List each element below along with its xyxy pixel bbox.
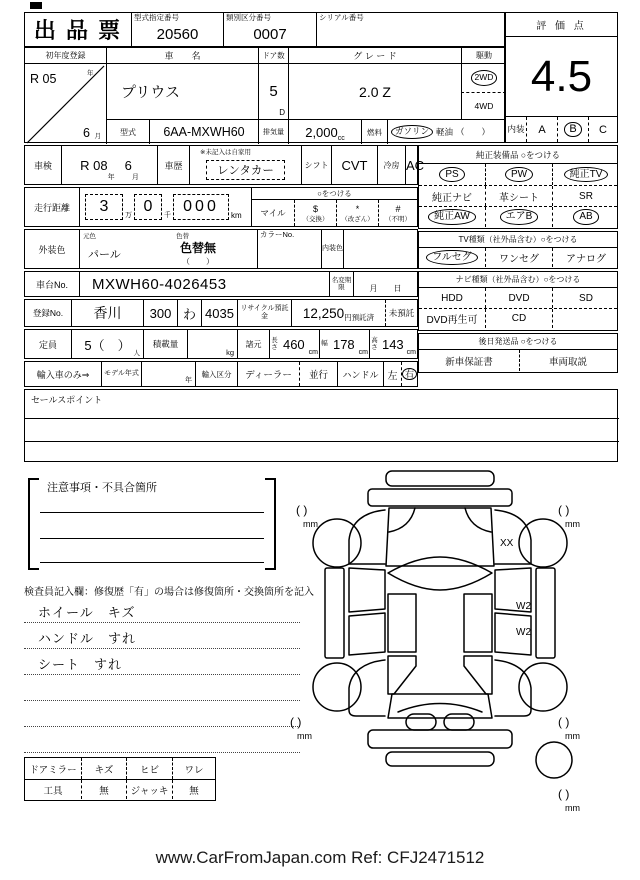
score-value: 4.5 bbox=[530, 51, 593, 101]
handle-left: 左 bbox=[383, 362, 401, 386]
tv-type-box bbox=[418, 231, 618, 269]
mm-bracket-tl: ( ) bbox=[296, 503, 308, 517]
class-code-value: 0007 bbox=[253, 26, 287, 44]
reg-label: 登録No. bbox=[32, 308, 64, 318]
import-type-label: 輸入区分 bbox=[195, 362, 237, 386]
model-value: 6AA-MXWH60 bbox=[149, 119, 258, 144]
notes-rule-1 bbox=[40, 512, 264, 513]
footer-watermark: www.CarFromJapan.com Ref: CFJ2471512 bbox=[155, 848, 485, 867]
serial-cell bbox=[316, 13, 504, 46]
navi-hdd: HDD bbox=[441, 292, 463, 304]
car-name-label: 車 名 bbox=[106, 48, 258, 63]
doors-cell: 5 D bbox=[258, 63, 288, 119]
displacement-label: 排気量 bbox=[258, 119, 288, 144]
notes-bracket-right bbox=[265, 478, 276, 570]
navi-dvd: DVD bbox=[508, 292, 530, 304]
class-code-label: 類別区分番号 bbox=[226, 13, 271, 22]
shift-value: CVT bbox=[331, 146, 377, 184]
color-no-cell bbox=[257, 230, 321, 268]
front-bumper bbox=[368, 489, 512, 506]
rear-glass-arc bbox=[398, 704, 482, 713]
fuel-gasoline: ガソリン bbox=[391, 125, 433, 139]
doors-sub: D bbox=[279, 108, 285, 117]
history-cell bbox=[189, 146, 301, 184]
windshield-arc-left bbox=[389, 508, 415, 532]
history-note: ※未記入は自家用 bbox=[200, 149, 251, 156]
mileage-digits: 3 万 0 千 000 km bbox=[79, 188, 251, 226]
ship-later-box bbox=[418, 333, 618, 373]
load-value: kg bbox=[187, 330, 237, 358]
notes-bracket-left bbox=[28, 478, 39, 570]
mm-bracket-tr: ( ) bbox=[558, 503, 570, 517]
sales-point-box bbox=[24, 389, 618, 462]
row-capacity bbox=[24, 329, 418, 359]
inspector-line-6 bbox=[24, 727, 300, 753]
mark-w2-lower: W2 bbox=[516, 627, 531, 638]
model-code-label: 型式指定番号 bbox=[134, 13, 179, 22]
interior-grade-a: A bbox=[526, 117, 557, 142]
navi-sd: SD bbox=[579, 292, 593, 304]
tv-type-header: TV種類（社外品含む）○をつける bbox=[419, 232, 617, 248]
drive-4wd: 4WD bbox=[461, 92, 506, 119]
trunk-tab-left bbox=[406, 714, 436, 730]
spec-height: 高さ 143 cm bbox=[369, 330, 417, 358]
equip-sr: SR bbox=[579, 190, 593, 202]
rear-wheel-left bbox=[313, 663, 361, 711]
tv-analog: アナログ bbox=[566, 254, 606, 265]
orig-color-value: パール bbox=[88, 249, 121, 261]
equip-navi: 純正ナビ bbox=[432, 192, 472, 204]
model-code-cell bbox=[131, 13, 223, 46]
ship-later-header: 後日発送品 ○をつける bbox=[419, 334, 617, 350]
interior-grade-row bbox=[506, 116, 617, 142]
first-reg-month: 6 bbox=[83, 126, 90, 140]
spare-tire bbox=[536, 742, 572, 778]
mileage-rest: 000 bbox=[173, 194, 229, 220]
interior-grade-b: B bbox=[557, 117, 588, 142]
floor-left bbox=[388, 594, 416, 652]
spec-width: 幅 178 cm bbox=[319, 330, 369, 358]
circle-note: ○をつける bbox=[252, 188, 417, 200]
rear-door-left bbox=[349, 613, 385, 655]
equip-abs: AB bbox=[573, 209, 598, 225]
title-row bbox=[24, 12, 505, 47]
name-change-label: 名変期限 bbox=[329, 272, 353, 296]
not-deposited: 未預託 bbox=[385, 300, 417, 326]
repaint-value: 色替無 bbox=[180, 241, 217, 255]
mileage-sen: 0 bbox=[134, 194, 162, 220]
reg-kana: わ bbox=[177, 300, 201, 326]
mm-bracket-rr: ( ) bbox=[558, 715, 570, 729]
ext-color-label: 外装色 bbox=[38, 244, 66, 255]
drive-label: 駆動 bbox=[461, 48, 506, 63]
auction-form bbox=[24, 12, 618, 462]
inspector-line-4 bbox=[24, 675, 300, 701]
mm-label-spare: mm bbox=[565, 803, 580, 813]
mm-label-rr: mm bbox=[565, 731, 580, 741]
tv-fullseg: フルセグ bbox=[426, 250, 478, 266]
recycle-value: 12,250 円預託済 bbox=[291, 300, 385, 326]
notes-rule-3 bbox=[40, 562, 264, 563]
interior-label: 内装 bbox=[507, 123, 525, 134]
repaint-label: 色替 bbox=[176, 233, 189, 240]
row-chassis bbox=[24, 271, 418, 297]
first-reg-cell bbox=[25, 63, 106, 144]
fuel-diesel: 軽油 bbox=[436, 127, 454, 137]
roof-panel bbox=[388, 557, 492, 590]
equip-pw: PW bbox=[505, 167, 533, 183]
mirror-table bbox=[24, 757, 216, 801]
row-mileage bbox=[24, 187, 418, 227]
row-import bbox=[24, 361, 418, 387]
fuel-values bbox=[387, 119, 506, 144]
mirror-cell: ジャッキ bbox=[126, 780, 172, 799]
trunk-tab-right bbox=[444, 714, 474, 730]
navi-type-box bbox=[418, 271, 618, 331]
inspector-line-3: シート すれ bbox=[24, 649, 300, 675]
first-reg-value: R 05 bbox=[30, 72, 57, 86]
rear-strip bbox=[386, 752, 494, 766]
shaken-value: R 08 年 6 月 bbox=[61, 146, 157, 184]
history-value: レンタカー bbox=[206, 160, 285, 180]
mm-label-tl: mm bbox=[303, 519, 318, 529]
mirror-cell: ヒビ bbox=[126, 758, 172, 779]
serial-label: シリアル番号 bbox=[319, 13, 364, 22]
model-label: 型式 bbox=[106, 119, 149, 144]
flag-exchange: $ （交換） bbox=[294, 200, 336, 226]
doors-label: ドア数 bbox=[258, 48, 288, 63]
int-color-value bbox=[343, 230, 417, 268]
equip-ps: PS bbox=[439, 167, 464, 183]
navi-cd: CD bbox=[511, 313, 527, 324]
first-reg-label: 初年度登録 bbox=[45, 51, 86, 60]
mm-label-rl: mm bbox=[297, 731, 312, 741]
inspector-line-5 bbox=[24, 701, 300, 727]
inspector-note: 検査員記入欄：修復歴「有」の場合は修復箇所・交換箇所を記入 bbox=[24, 587, 314, 598]
repaint-paren: （ ） bbox=[182, 257, 214, 266]
mirror-cell: キズ bbox=[81, 758, 126, 779]
row-shaken bbox=[24, 145, 425, 185]
quarter-right bbox=[464, 656, 492, 694]
sill-right bbox=[536, 568, 555, 658]
rear-wheel-right bbox=[519, 663, 567, 711]
inspector-line-1: ホイール キズ bbox=[24, 597, 300, 623]
interior-grade-c: C bbox=[588, 117, 617, 142]
form-title: 出 品 票 bbox=[33, 18, 123, 43]
flag-mile: マイル bbox=[260, 208, 286, 218]
equip-aw: 純正AW bbox=[428, 209, 476, 225]
mm-bracket-rl: ( ) bbox=[290, 715, 302, 729]
mileage-label: 走行距離 bbox=[33, 202, 70, 213]
shift-label: シフト bbox=[301, 146, 331, 184]
score-label: 評 価 点 bbox=[506, 13, 617, 37]
load-label: 積載量 bbox=[143, 330, 187, 358]
mirror-cell: ドアミラー bbox=[29, 764, 77, 776]
row-registration bbox=[24, 299, 418, 327]
equipment-box bbox=[418, 145, 618, 229]
score-box bbox=[505, 12, 618, 143]
reg-area: 香川 bbox=[71, 300, 143, 326]
spec-length: 長さ 460 cm bbox=[269, 330, 319, 358]
equipment-column bbox=[418, 145, 618, 372]
tv-oneseg: ワンセグ bbox=[499, 254, 539, 265]
floor-right bbox=[464, 594, 492, 652]
sales-line-1 bbox=[25, 418, 619, 419]
reg-class: 300 bbox=[143, 300, 177, 326]
history-label: 車歴 bbox=[157, 146, 189, 184]
shaken-label: 車検 bbox=[33, 160, 52, 171]
import-parallel: 並行 bbox=[299, 362, 337, 386]
model-year-value: 年 bbox=[141, 362, 195, 386]
inspector-line-2: ハンドル すれ bbox=[24, 623, 300, 649]
windshield-arc-right bbox=[465, 508, 491, 532]
ship-manual: 車両取説 bbox=[548, 356, 587, 368]
capacity-label: 定員 bbox=[38, 339, 57, 350]
recycle-label: リサイクル預託金 bbox=[237, 300, 291, 326]
equip-leather: 革シート bbox=[499, 192, 539, 204]
first-reg-month-unit: 月 bbox=[94, 133, 101, 140]
mileage-man: 3 bbox=[85, 194, 123, 220]
equipment-header: 純正装備品 ○をつける bbox=[419, 146, 617, 164]
color-no-label: カラーNo. bbox=[260, 230, 295, 239]
mm-bracket-spare: ( ) bbox=[558, 787, 570, 801]
car-diagram bbox=[288, 466, 622, 858]
mirror-cell: 工具 bbox=[43, 785, 63, 797]
capacity-value: 5（ ） 人 bbox=[71, 330, 143, 358]
notes-title: 注意事項・不具合箇所 bbox=[47, 482, 157, 494]
mirror-cell: 無 bbox=[172, 780, 215, 799]
front-door-left bbox=[349, 568, 385, 612]
mirror-cell: 無 bbox=[81, 780, 126, 799]
first-reg-year-unit: 年 bbox=[87, 70, 94, 77]
sill-left bbox=[325, 568, 344, 658]
ship-warranty: 新車保証書 bbox=[445, 356, 493, 368]
fuel-label: 燃料 bbox=[361, 119, 387, 144]
vehicle-box bbox=[24, 47, 505, 143]
color-cell bbox=[79, 230, 257, 268]
row-color bbox=[24, 229, 418, 269]
front-strip bbox=[386, 471, 494, 486]
equip-tv: 純正TV bbox=[564, 167, 609, 183]
trunk-panel bbox=[388, 694, 492, 718]
drive-2wd: 2WD bbox=[461, 63, 506, 92]
print-mark bbox=[30, 2, 42, 9]
mileage-flags bbox=[251, 188, 417, 226]
model-code-value: 20560 bbox=[156, 26, 199, 44]
rear-bumper bbox=[368, 730, 512, 748]
navi-dvd-play: DVD再生可 bbox=[426, 315, 478, 326]
reg-number: 4035 bbox=[201, 300, 237, 326]
flag-tampered: * （改ざん） bbox=[336, 200, 378, 226]
model-year-label: モデル年式 bbox=[101, 362, 141, 386]
ac-label: 冷房 bbox=[377, 146, 405, 184]
mark-xx: XX bbox=[500, 538, 514, 549]
ac-value: AC bbox=[405, 146, 424, 184]
mirror-cell: ワレ bbox=[172, 758, 215, 779]
rear-fender-left bbox=[349, 660, 385, 716]
handle-right: 右 bbox=[401, 362, 417, 386]
grade-label: グ レ ー ド bbox=[288, 48, 461, 63]
flag-unknown: # （不明） bbox=[378, 200, 417, 226]
spec-label: 諸元 bbox=[237, 330, 269, 358]
orig-color-label: 元色 bbox=[83, 233, 96, 240]
front-fender-left bbox=[349, 510, 385, 564]
front-fender-right bbox=[495, 510, 531, 564]
handle-label: ハンドル bbox=[337, 362, 383, 386]
inspector-lines bbox=[24, 597, 300, 753]
mm-label-tr: mm bbox=[565, 519, 580, 529]
int-color-label: 内装色 bbox=[321, 230, 343, 268]
notes-rule-2 bbox=[40, 538, 264, 539]
navi-type-header: ナビ種類（社外品含む）○をつける bbox=[419, 272, 617, 288]
mark-w2-upper: W2 bbox=[516, 601, 531, 612]
car-name-value: プリウス bbox=[106, 63, 258, 119]
fuel-other: （ ） bbox=[456, 127, 491, 137]
name-change-date: 月 日 bbox=[353, 272, 417, 296]
equip-airbag: エアB bbox=[500, 209, 539, 225]
grade-value: 2.0 Z bbox=[288, 63, 461, 119]
import-label: 輸入車のみ⇒ bbox=[36, 369, 90, 380]
chassis-value: MXWH60-4026453 bbox=[79, 272, 329, 296]
quarter-left bbox=[388, 656, 416, 694]
sales-line-2 bbox=[25, 441, 619, 442]
sales-point-label: セールスポイント bbox=[31, 395, 103, 405]
chassis-label: 車台No. bbox=[35, 279, 68, 290]
class-code-cell bbox=[223, 13, 316, 46]
import-dealer: ディーラー bbox=[237, 362, 299, 386]
rear-fender-right bbox=[495, 660, 531, 716]
front-wheel-left bbox=[313, 519, 361, 567]
front-wheel-right bbox=[519, 519, 567, 567]
displacement-value: 2,000 cc bbox=[288, 119, 361, 144]
